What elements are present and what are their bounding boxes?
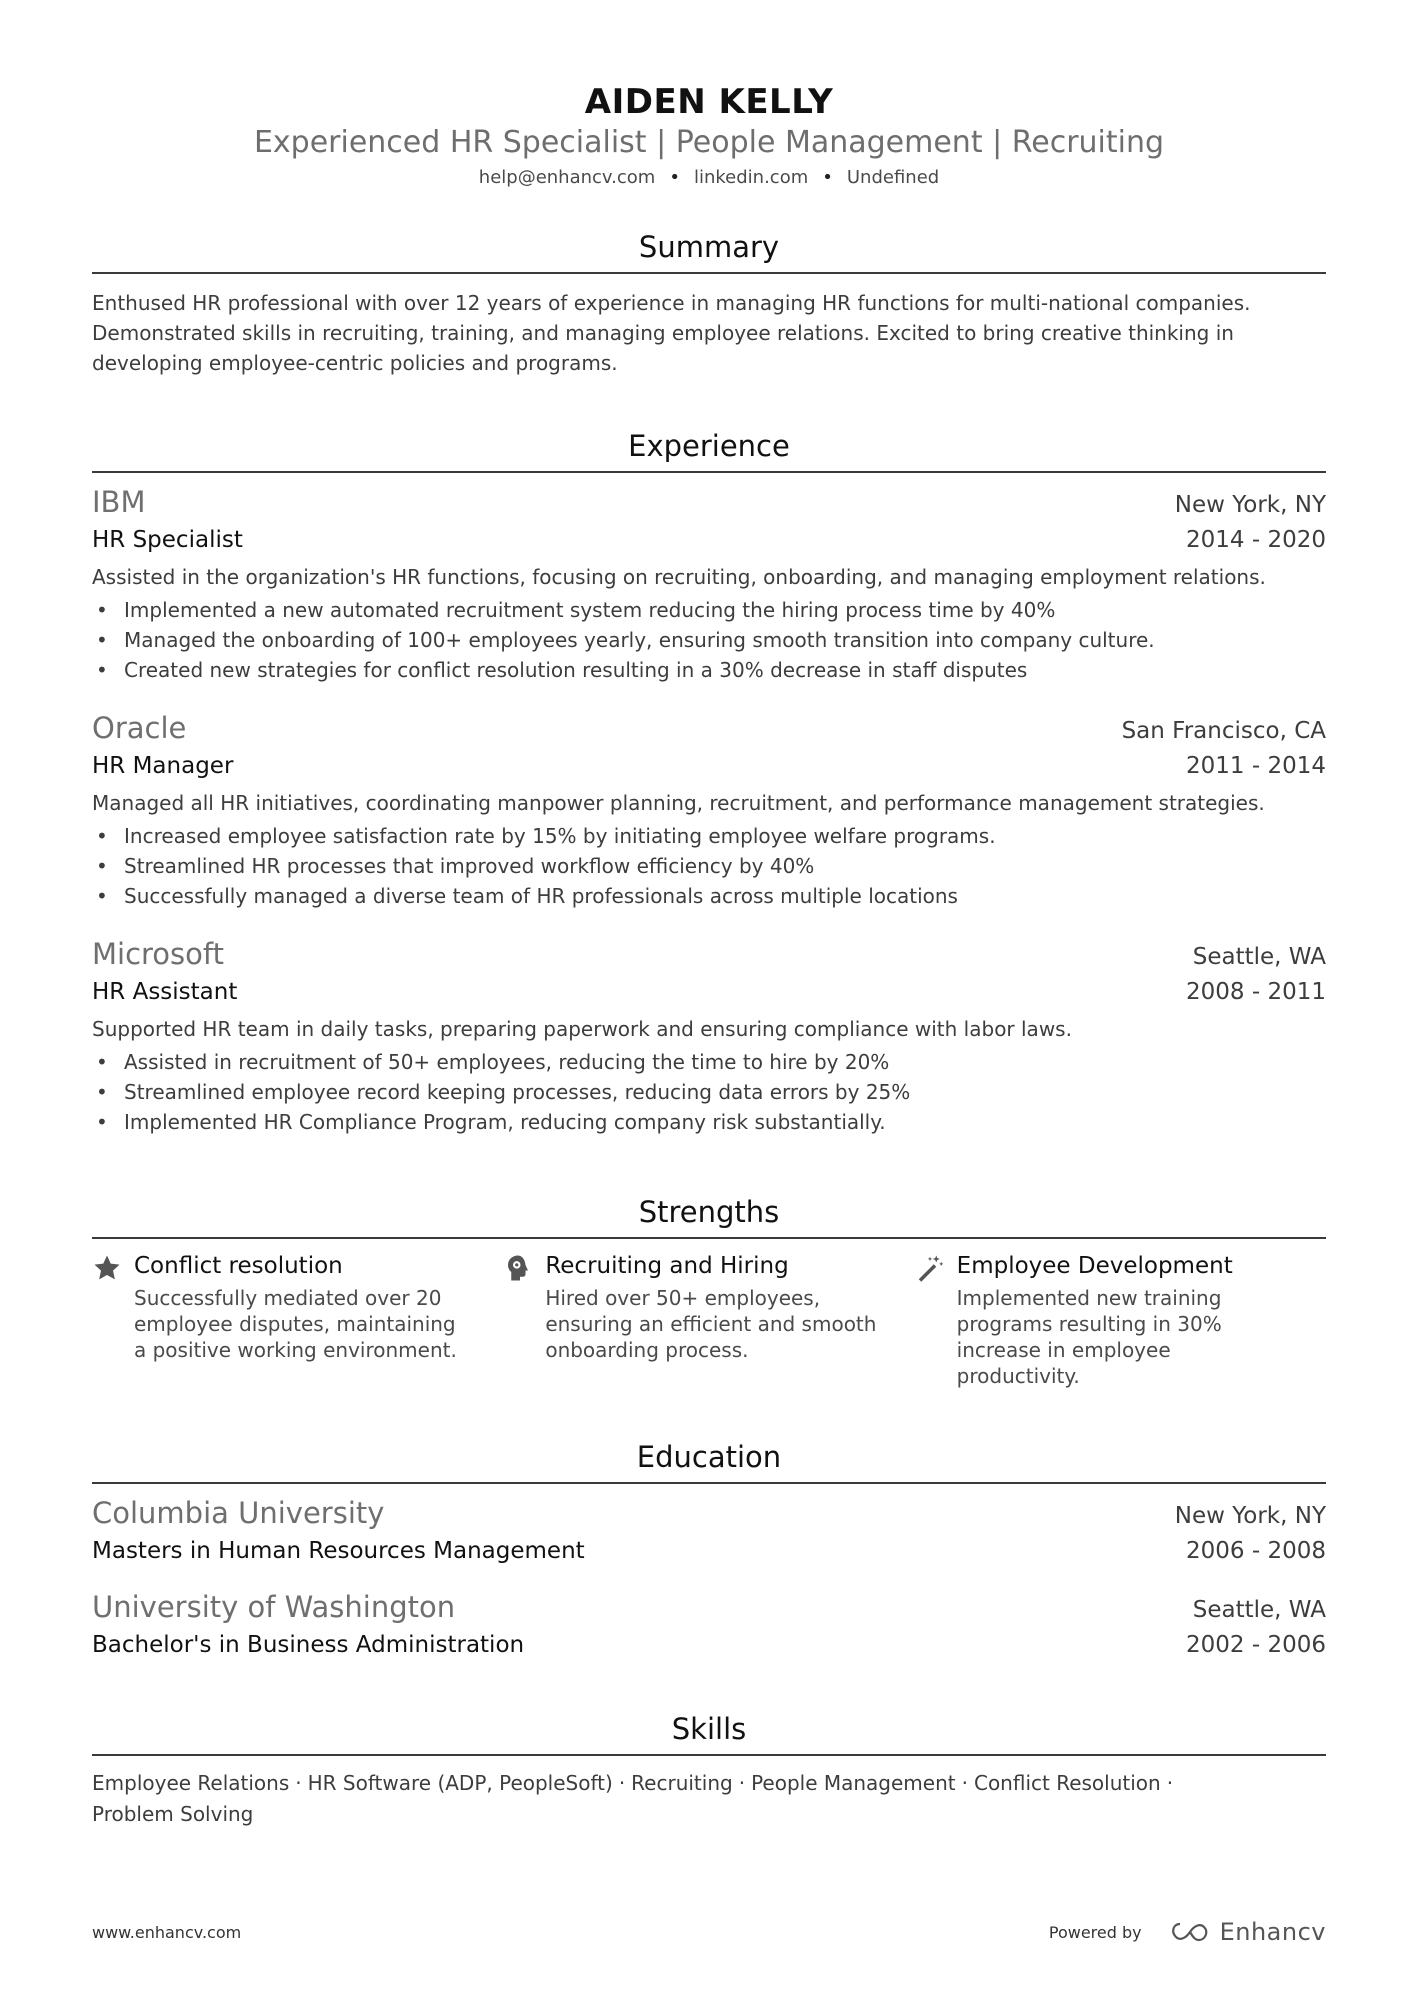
job-bullet: • Successfully managed a diverse team of HR professionals across multiple locations: [92, 881, 1326, 911]
strength-item: [915, 1249, 1326, 1389]
skills-list: [92, 1768, 1326, 1830]
head-brain-icon: [503, 1249, 545, 1389]
strength-title: Conflict resolution: [134, 1253, 343, 1279]
skill-separator: ·: [961, 1771, 968, 1795]
skill-item: Employee Relations: [92, 1771, 290, 1795]
strengths-section: [92, 1193, 1326, 1389]
company-name: Oracle: [92, 711, 187, 745]
education-dates: 2002 - 2006: [1186, 1632, 1326, 1658]
company-name: IBM: [92, 485, 146, 519]
skill-item: People Management: [751, 1771, 956, 1795]
strength-description: Successfully mediated over 20 employee disputes, maintaining a positive working environment.: [134, 1286, 457, 1362]
skill-item: Recruiting: [631, 1771, 733, 1795]
contact-line: [92, 166, 1326, 190]
job-bullet: • Managed the onboarding of 100+ employees yearly, ensuring smooth transition into company culture.: [92, 625, 1326, 655]
section-divider: [92, 471, 1326, 473]
skill-separator: ·: [295, 1771, 302, 1795]
job-role: HR Manager: [92, 753, 234, 779]
strength-title: Recruiting and Hiring: [545, 1253, 789, 1279]
section-title-summary: Summary: [638, 230, 780, 264]
education-entry: [92, 1588, 1326, 1664]
section-title-experience: Experience: [628, 429, 790, 463]
job-bullet: • Increased employee satisfaction rate by 15% by initiating employee welfare programs.: [92, 821, 1326, 851]
section-title-skills: Skills: [671, 1712, 747, 1746]
magic-wand-icon: [915, 1249, 957, 1389]
job-dates: 2008 - 2011: [1186, 979, 1326, 1005]
education-dates: 2006 - 2008: [1186, 1538, 1326, 1564]
contact-location: Undefined: [846, 167, 940, 188]
skill-item: HR Software (ADP, PeopleSoft): [307, 1771, 613, 1795]
separator-dot: •: [822, 167, 833, 188]
page-footer: [92, 1918, 1326, 1946]
skill-separator: ·: [1166, 1771, 1174, 1795]
job-location: San Francisco, CA: [1121, 718, 1326, 744]
contact-email[interactable]: help@enhancv.com: [478, 167, 656, 188]
skill-item: Conflict Resolution: [973, 1771, 1161, 1795]
strength-description: Implemented new training programs resulting in 30% increase in employee productivity.: [956, 1286, 1222, 1388]
candidate-tagline: Experienced HR Specialist | People Management | Recruiting: [253, 125, 1165, 160]
skill-item: Problem Solving: [92, 1802, 254, 1826]
school-name: University of Washington: [92, 1590, 456, 1624]
section-title-education: Education: [636, 1440, 782, 1474]
strength-item: [503, 1249, 914, 1389]
job-bullet: • Implemented a new automated recruitment system reducing the hiring process time by 40%: [92, 595, 1326, 625]
enhancv-logo-icon: [1168, 1920, 1212, 1944]
skill-separator: ·: [618, 1771, 626, 1795]
powered-by: [1049, 1918, 1326, 1946]
job-bullets: [92, 821, 1326, 911]
skills-section: [92, 1710, 1326, 1830]
contact-linkedin[interactable]: linkedin.com: [693, 167, 809, 188]
candidate-name: AIDEN KELLY: [584, 82, 834, 122]
skill-separator: ·: [738, 1771, 746, 1795]
experience-section: [92, 427, 1326, 1137]
job-bullet: • Created new strategies for conflict resolution resulting in a 30% decrease in staff disputes: [92, 655, 1326, 685]
powered-by-label: Powered by: [1048, 1922, 1142, 1942]
strength-item: [92, 1249, 503, 1389]
section-divider: [92, 1482, 1326, 1484]
experience-entry: [92, 483, 1326, 685]
strengths-grid: [92, 1249, 1326, 1389]
section-divider: [92, 272, 1326, 274]
job-bullet: • Assisted in recruitment of 50+ employees, reducing the time to hire by 20%: [92, 1047, 1326, 1077]
experience-entry: [92, 935, 1326, 1137]
footer-url[interactable]: www.enhancv.com: [92, 1922, 242, 1942]
job-location: New York, NY: [1174, 492, 1326, 518]
job-dates: 2014 - 2020: [1186, 527, 1326, 553]
strength-title: Employee Development: [956, 1253, 1233, 1279]
degree-name: Masters in Human Resources Management: [92, 1538, 585, 1564]
job-description: Managed all HR initiatives, coordinating manpower planning, recruitment, and performance management strategies.: [92, 791, 1265, 815]
company-name: Microsoft: [92, 937, 224, 971]
resume-header: [92, 0, 1326, 190]
job-description: Assisted in the organization's HR functions, focusing on recruiting, onboarding, and managing employment relations.: [92, 565, 1266, 589]
job-dates: 2011 - 2014: [1186, 753, 1326, 779]
job-location: Seattle, WA: [1192, 944, 1326, 970]
degree-name: Bachelor's in Business Administration: [92, 1632, 525, 1658]
job-bullet: • Streamlined HR processes that improved workflow efficiency by 40%: [92, 851, 1326, 881]
job-bullets: [92, 595, 1326, 685]
resume-page: [92, 0, 1326, 1995]
separator-dot: •: [669, 167, 680, 188]
brand-logo[interactable]: [1168, 1918, 1326, 1946]
summary-section: [92, 228, 1326, 378]
job-bullet: • Implemented HR Compliance Program, reducing company risk substantially.: [92, 1107, 1326, 1137]
job-role: HR Specialist: [92, 527, 243, 553]
job-bullets: [92, 1047, 1326, 1137]
experience-entry: [92, 709, 1326, 911]
star-icon: [92, 1249, 134, 1389]
section-divider: [92, 1754, 1326, 1756]
job-bullet: • Streamlined employee record keeping processes, reducing data errors by 25%: [92, 1077, 1326, 1107]
summary-text: Enthused HR professional with over 12 years of experience in managing HR functions for multi-national companies. Demonstrated skills in recruiting, training, and managing employee relations. Excited to bring creative thinking in developing employee-centric policies and programs.: [92, 291, 1251, 375]
strength-description: Hired over 50+ employees, ensuring an efficient and smooth onboarding process.: [545, 1286, 877, 1362]
school-location: Seattle, WA: [1192, 1597, 1326, 1623]
school-location: New York, NY: [1174, 1503, 1326, 1529]
job-description: Supported HR team in daily tasks, preparing paperwork and ensuring compliance with labor laws.: [92, 1017, 1072, 1041]
education-entry: [92, 1494, 1326, 1570]
school-name: Columbia University: [92, 1496, 385, 1530]
education-section: [92, 1438, 1326, 1664]
section-divider: [92, 1237, 1326, 1239]
brand-name: Enhancv: [1219, 1918, 1326, 1946]
job-role: HR Assistant: [92, 979, 238, 1005]
section-title-strengths: Strengths: [638, 1195, 780, 1229]
